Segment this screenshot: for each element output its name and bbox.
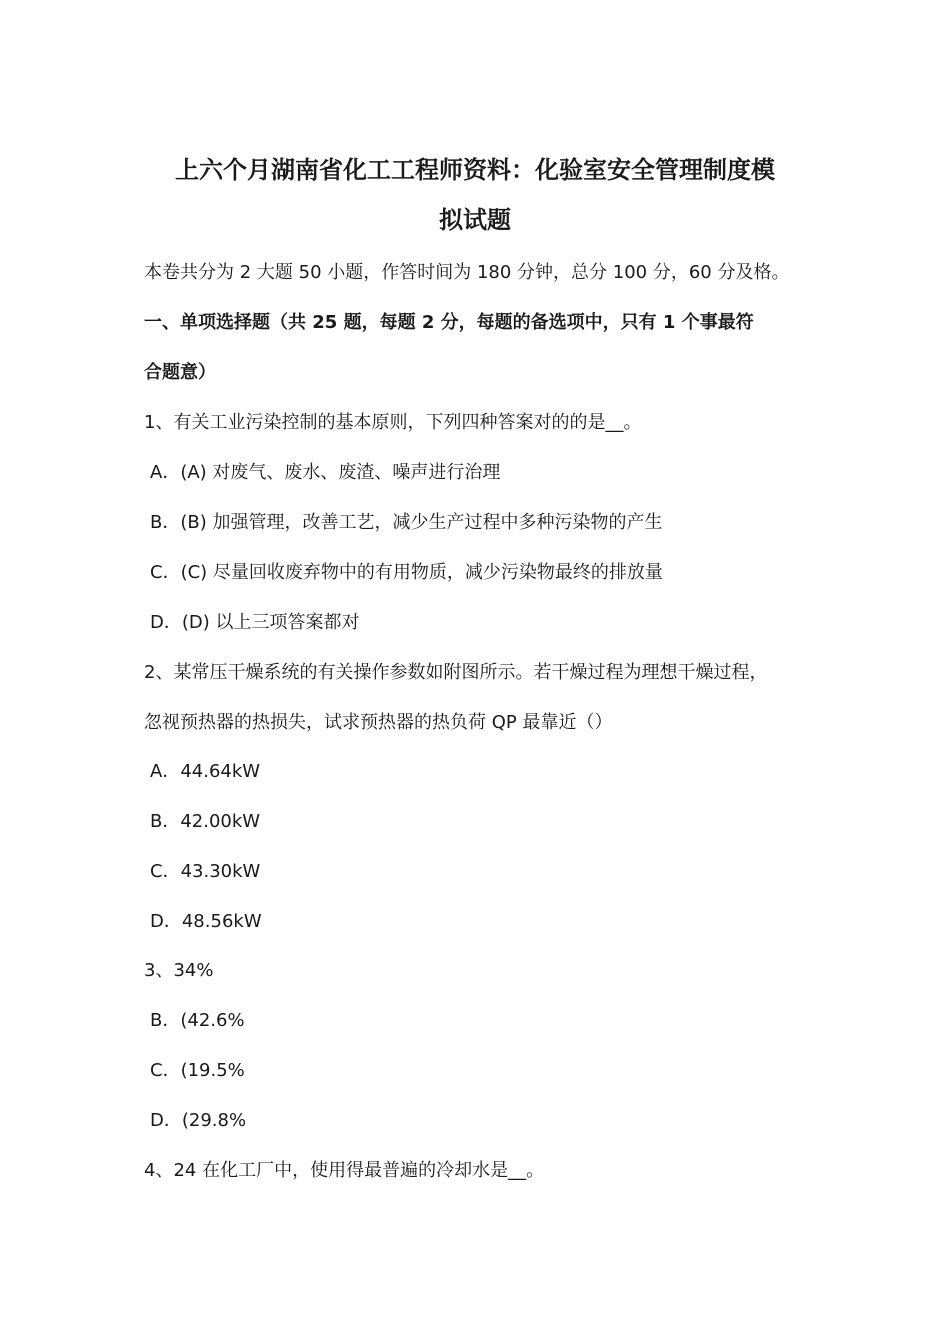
question-2-option-d: D．48.56kW: [150, 911, 262, 932]
question-3-option-c: C．(19.5%: [150, 1060, 245, 1081]
question-3-option-d: D．(29.8%: [150, 1110, 247, 1131]
question-1-option-c: C．(C) 尽量回收废弃物中的有用物质，减少污染物最终的排放量: [150, 562, 663, 583]
question-1-option-b: B．(B) 加强管理，改善工艺，减少生产过程中多种污染物的产生: [150, 512, 663, 533]
question-3-stem: 3、34%: [144, 960, 214, 981]
question-2-option-b: B．42.00kW: [150, 811, 261, 832]
question-4-stem: 4、24 在化工厂中，使用得最普遍的冷却水是__。: [144, 1160, 545, 1181]
question-3-option-b: B．(42.6%: [150, 1010, 245, 1031]
section-heading-line-2: 合题意）: [144, 362, 216, 383]
question-1-option-a: A．(A) 对废气、废水、废渣、噪声进行治理: [150, 462, 501, 483]
question-2-stem-line-2: 忽视预热器的热损失，试求预热器的热负荷 QP 最靠近（）: [144, 712, 613, 733]
question-1-stem: 1、有关工业污染控制的基本原则，下列四种答案对的的是__。: [144, 412, 642, 433]
question-2-stem-line-1: 2、某常压干燥系统的有关操作参数如附图所示。若干燥过程为理想干燥过程，: [144, 662, 768, 683]
question-1-option-d: D．(D) 以上三项答案都对: [150, 612, 360, 633]
section-heading-line-1: 一、单项选择题（共 25 题，每题 2 分，每题的备选项中，只有 1 个事最符: [144, 312, 754, 333]
question-2-option-a: A．44.64kW: [150, 761, 261, 782]
document-title-line-1: 上六个月湖南省化工工程师资料：化验室安全管理制度模: [175, 156, 775, 184]
question-2-option-c: C．43.30kW: [150, 861, 261, 882]
exam-intro: 本卷共分为 2 大题 50 小题，作答时间为 180 分钟，总分 100 分，60 分及格。: [144, 262, 790, 283]
document-title-line-2: 拟试题: [439, 206, 511, 234]
